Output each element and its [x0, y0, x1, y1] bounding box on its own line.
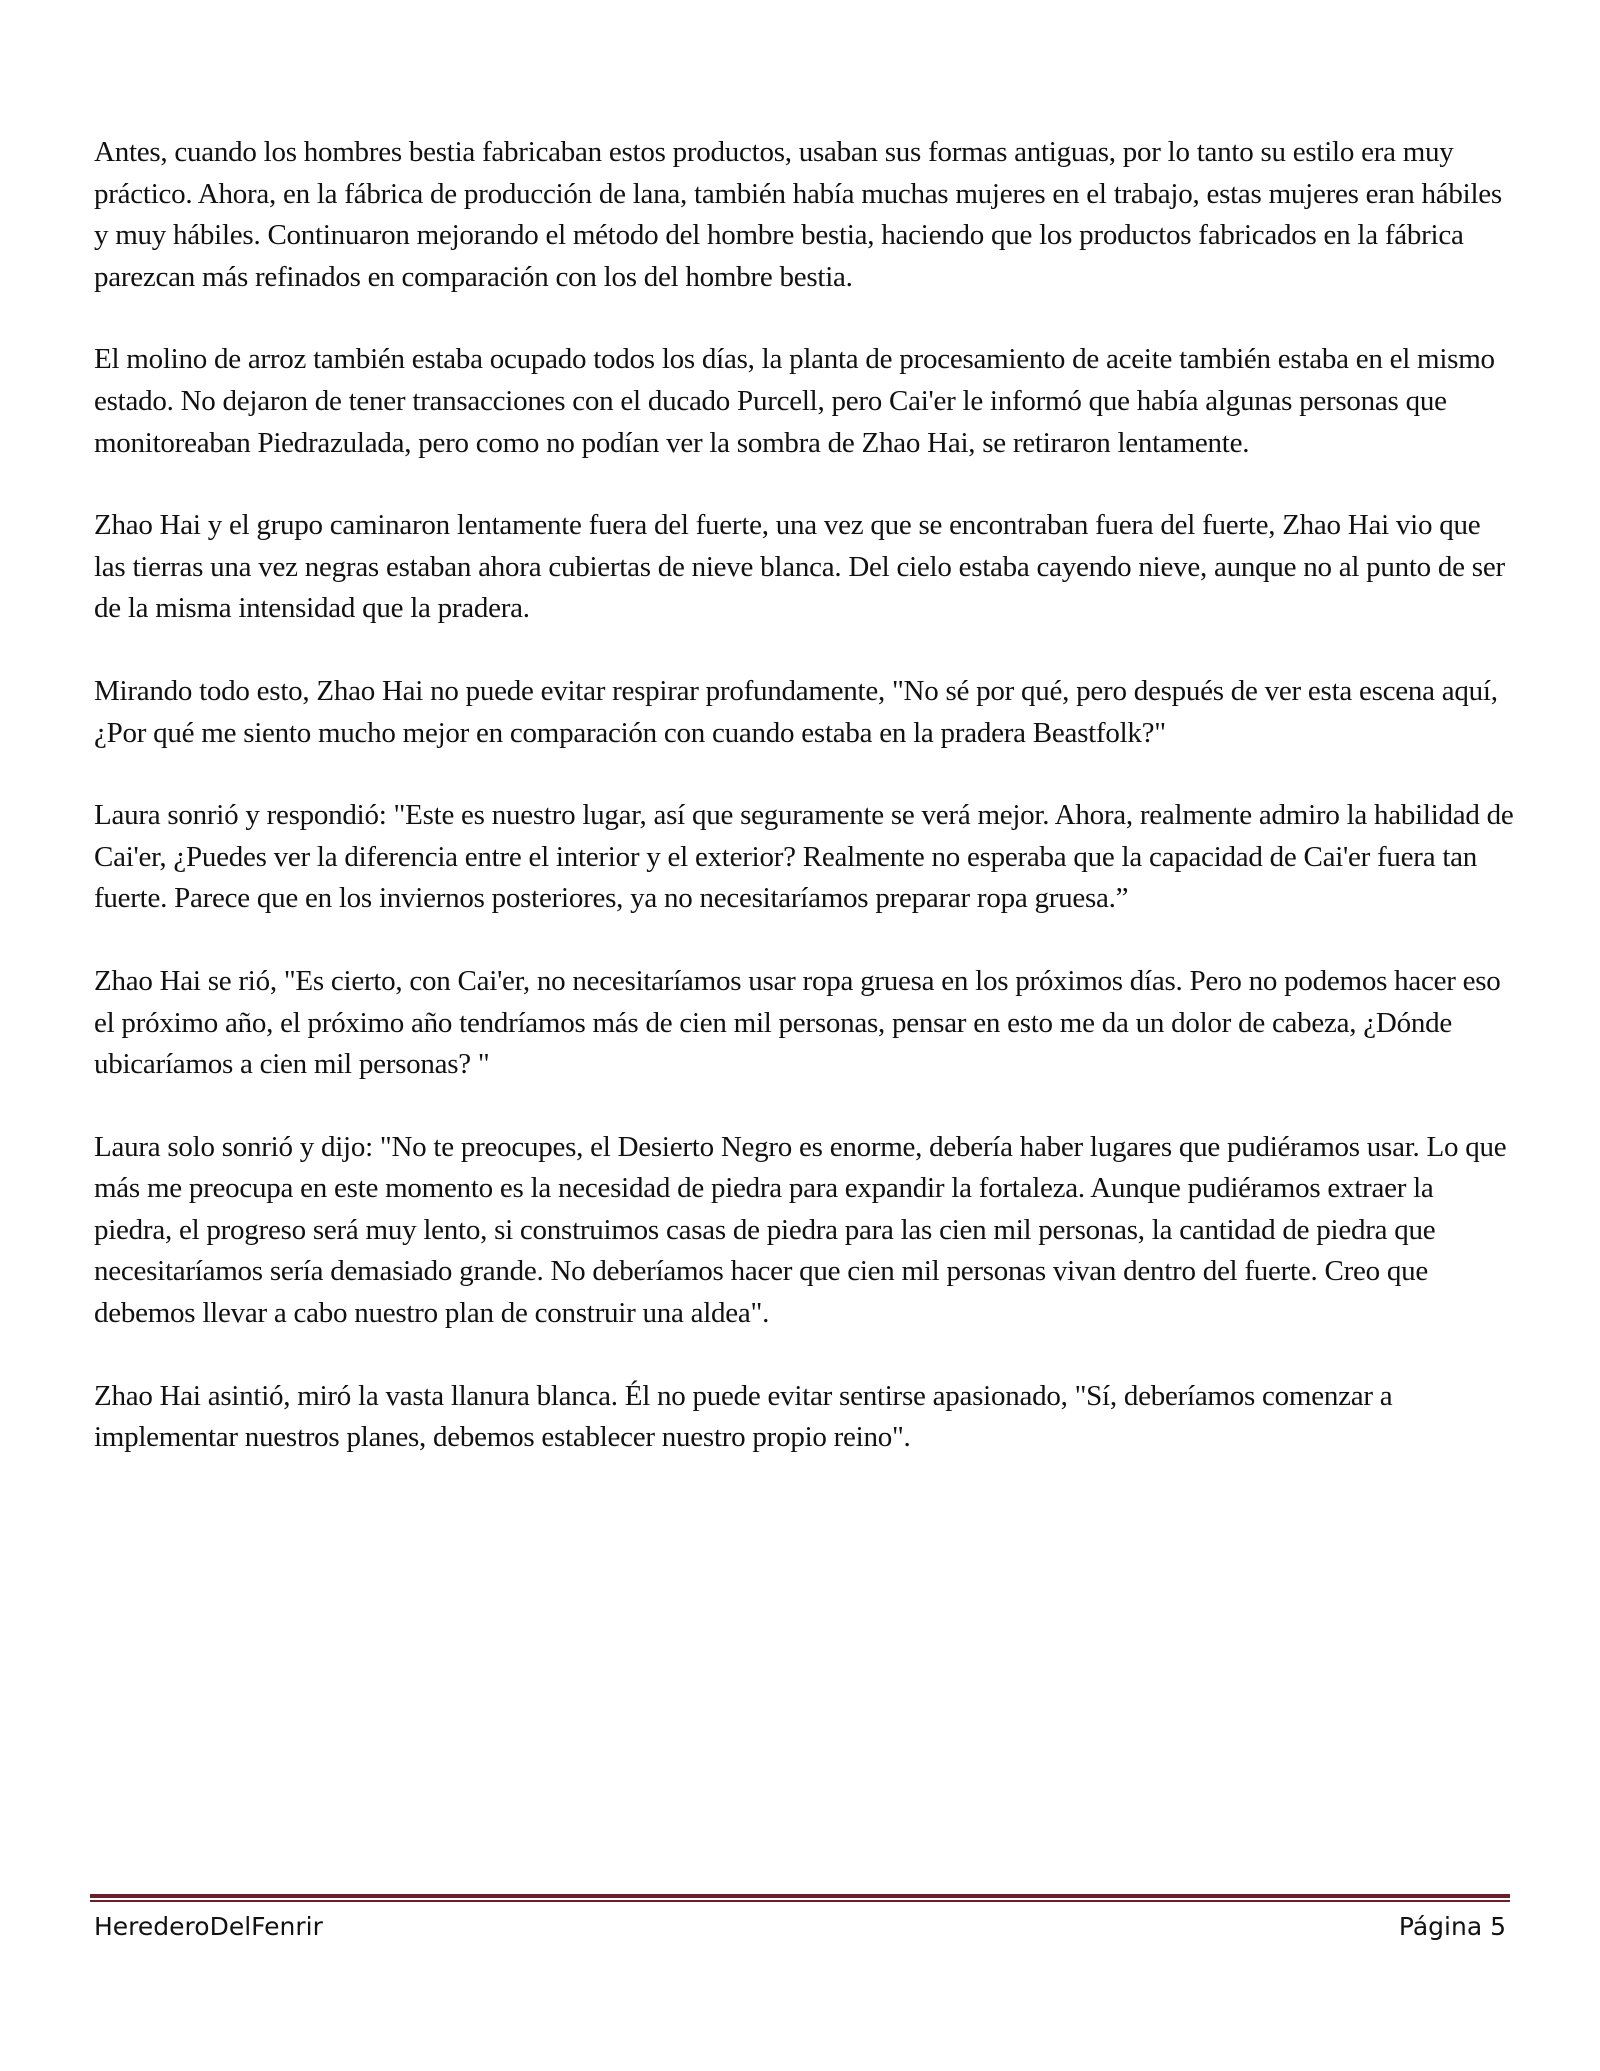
document-body [94, 132, 1514, 1500]
paragraph: Laura sonrió y respondió: "Este es nuestro lugar, así que seguramente se verá mejor. Ahora, realmente admiro la habilidad de Cai'er, ¿Puedes ver la diferencia entre el interior y el exterior? Realmente no esperaba que la capacidad de Cai'er fuera tan fuerte. Parece que en los inviernos posteriores, ya no necesitaríamos preparar ropa gruesa.” [94, 799, 1514, 915]
paragraph: El molino de arroz también estaba ocupado todos los días, la planta de procesamiento de aceite también estaba en el mismo estado. No dejaron de tener transacciones con el ducado Purcell, pero Cai'er le informó que había algunas personas que monitoreaban Piedrazulada, pero como no podían ver la sombra de Zhao Hai, se retiraron lentamente. [94, 343, 1495, 459]
footer-divider [90, 1894, 1510, 1902]
footer-page-number: Página 5 [1398, 1912, 1506, 1941]
paragraph: Zhao Hai se rió, "Es cierto, con Cai'er, no necesitaríamos usar ropa gruesa en los próximos días. Pero no podemos hacer eso el próximo año, el próximo año tendríamos más de cien mil personas, pensar en esto me da un dolor de cabeza, ¿Dónde ubicaríamos a cien mil personas? " [94, 964, 1501, 1081]
paragraph: Antes, cuando los hombres bestia fabricaban estos productos, usaban sus formas antiguas, por lo tanto su estilo era muy práctico. Ahora, en la fábrica de producción de lana, también había muchas mujeres en el trabajo, estas mujeres eran hábiles y muy hábiles. Continuaron mejorando el método del hombre bestia, haciendo que los productos fabricados en la fábrica parezcan más refinados en comparación con los del hombre bestia. [94, 136, 1502, 293]
page-footer [94, 1912, 1506, 1941]
paragraph: Zhao Hai asintió, miró la vasta llanura blanca. Él no puede evitar sentirse apasionado, "Sí, deberíamos comenzar a implementar nuestros planes, debemos establecer nuestro propio reino". [94, 1379, 1393, 1454]
footer-divider-thick [90, 1894, 1510, 1898]
footer-author: HerederoDelFenrir [94, 1912, 323, 1941]
paragraph: Zhao Hai y el grupo caminaron lentamente fuera del fuerte, una vez que se encontraban fuera del fuerte, Zhao Hai vio que las tierras una vez negras estaban ahora cubiertas de nieve blanca. Del cielo estaba cayendo nieve, aunque no al punto de ser de la misma intensidad que la pradera. [94, 509, 1505, 625]
paragraph: Mirando todo esto, Zhao Hai no puede evitar respirar profundamente, "No sé por qué, pero después de ver esta escena aquí, ¿Por qué me siento mucho mejor en comparación con cuando estaba en la pradera Beastfolk?" [94, 674, 1498, 749]
paragraph: Laura solo sonrió y dijo: "No te preocupes, el Desierto Negro es enorme, debería haber lugares que pudiéramos usar. Lo que más me preocupa en este momento es la necesidad de piedra para expandir la fortaleza. Aunque pudiéramos extraer la piedra, el progreso será muy lento, si construimos casas de piedra para las cien mil personas, la cantidad de piedra que necesitaríamos sería demasiado grande. No deberíamos hacer que cien mil personas vivan dentro del fuerte. Creo que debemos llevar a cabo nuestro plan de construir una aldea". [94, 1130, 1507, 1330]
footer-divider-thin [90, 1900, 1510, 1902]
